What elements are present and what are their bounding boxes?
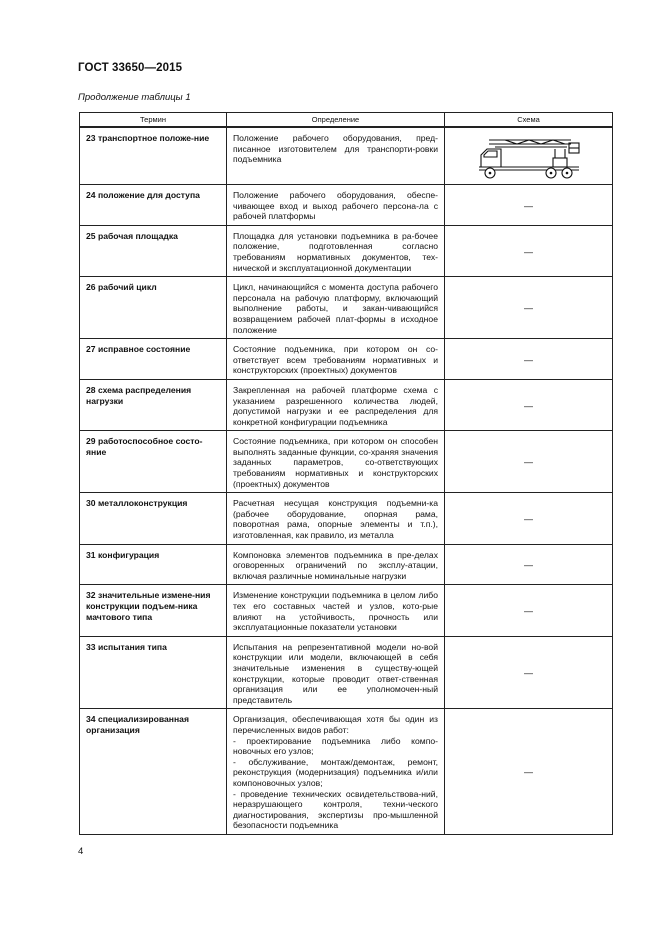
term-cell: 24 положение для доступа [80,185,227,226]
scheme-cell: — [445,185,613,226]
scheme-cell [445,127,613,185]
column-header-term: Термин [80,113,227,128]
table-row [80,185,613,226]
definition-cell: Компоновка элементов подъемника в пре-делах оговоренных ограничений по эксплу-атации, включая различные номинальные нагрузки [227,544,445,585]
term-cell: 23 транспортное положе-ние [80,127,227,185]
term-cell: 27 исправное состояние [80,339,227,380]
column-header-definition: Определение [227,113,445,128]
scheme-cell: — [445,636,613,709]
table-caption: Продолжение таблицы 1 [78,92,191,103]
scheme-cell: — [445,493,613,544]
scheme-cell: — [445,339,613,380]
scheme-cell: — [445,277,613,339]
definition-cell: Площадка для установки подъемника в ра-бочее положение, подготовленная согласно требованиям нормативных документов, тех-нической и эксплуатационной документации [227,225,445,276]
term-cell: 33 испытания типа [80,636,227,709]
column-header-scheme: Схема [445,113,613,128]
table-row [80,225,613,276]
table-row [80,585,613,636]
table-row [80,636,613,709]
term-cell: 34 специализированная организация [80,709,227,835]
term-cell: 28 схема распределения нагрузки [80,379,227,430]
truck-boom-transport-icon [475,131,583,181]
table-row [80,544,613,585]
term-cell: 29 работоспособное состо-яние [80,431,227,493]
definition-cell: Цикл, начинающийся с момента доступа рабочего персонала на рабочую платформу, включающий выполнение работы, и закан-чивающийся возвращением рабочей плат-формы в исходное положение [227,277,445,339]
scheme-cell: — [445,379,613,430]
definition-cell: Расчетная несущая конструкция подъемни-ка (рабочее оборудование, опорная рама, поворотная рама, опорные элементы и т.п.), изготовленная, как правило, из металла [227,493,445,544]
scheme-cell: — [445,431,613,493]
table-row [80,379,613,430]
table-row [80,339,613,380]
table-header-row [80,113,613,128]
scheme-cell: — [445,225,613,276]
definition-cell: Положение рабочего оборудования, обеспе-чивающее вход и выход рабочего персона-ла с рабочей платформы [227,185,445,226]
scheme-cell: — [445,709,613,835]
scheme-cell: — [445,585,613,636]
definition-cell: Состояние подъемника, при котором он способен выполнять заданные функции, со-храняя значения заданных параметров, со-ответствующих требованиям нормативных и конструкторских (проектных) документов [227,431,445,493]
table-row [80,277,613,339]
page-number: 4 [78,846,84,857]
table-row [80,127,613,185]
term-cell: 32 значительные измене-ния конструкции подъем-ника мачтового типа [80,585,227,636]
definition-cell: Состояние подъемника, при котором он со-ответствует всем требованиям нормативных и конструкторских (проектных) документов [227,339,445,380]
table-row [80,431,613,493]
definition-cell: Изменение конструкции подъемника в целом либо тех его составных частей и узлов, кото-рые влияют на устойчивость, прочность или эксплуатационные показатели установки [227,585,445,636]
definition-cell: Испытания на репрезентативной модели но-вой конструкции или модели, включающей в себя значительные изменения в существу-ющей конструкции, которые проводит ответ-ственная организация или ее уполномочен-ный представитель [227,636,445,709]
table-row [80,493,613,544]
terms-table [79,112,613,835]
term-cell: 26 рабочий цикл [80,277,227,339]
definition-cell: Положение рабочего оборудования, пред-писанное изготовителем для транспорти-ровки подъемника [227,127,445,185]
term-cell: 30 металлоконструкция [80,493,227,544]
document-id: ГОСТ 33650—2015 [78,62,183,74]
table-row [80,709,613,835]
definition-cell: Организация, обеспечивающая хотя бы один из перечисленных видов работ: - проектирование подъемника либо компо-новочных его узлов; - обслуживание, монтаж/демонтаж, ремонт, реконструкция (модернизация) подъемника и/или компоновочных узлов; - проведение технических освидетельствова-ний, неразрушающего контроля, техни-ческого диагностирования, экспертизы про-мышленной безопасности подъемника [227,709,445,835]
term-cell: 31 конфигурация [80,544,227,585]
scheme-cell: — [445,544,613,585]
term-cell: 25 рабочая площадка [80,225,227,276]
definition-cell: Закрепленная на рабочей платформе схема с указанием разрешенного количества людей, допустимой нагрузки и ее распределения для конкретной конфигурации подъемника [227,379,445,430]
